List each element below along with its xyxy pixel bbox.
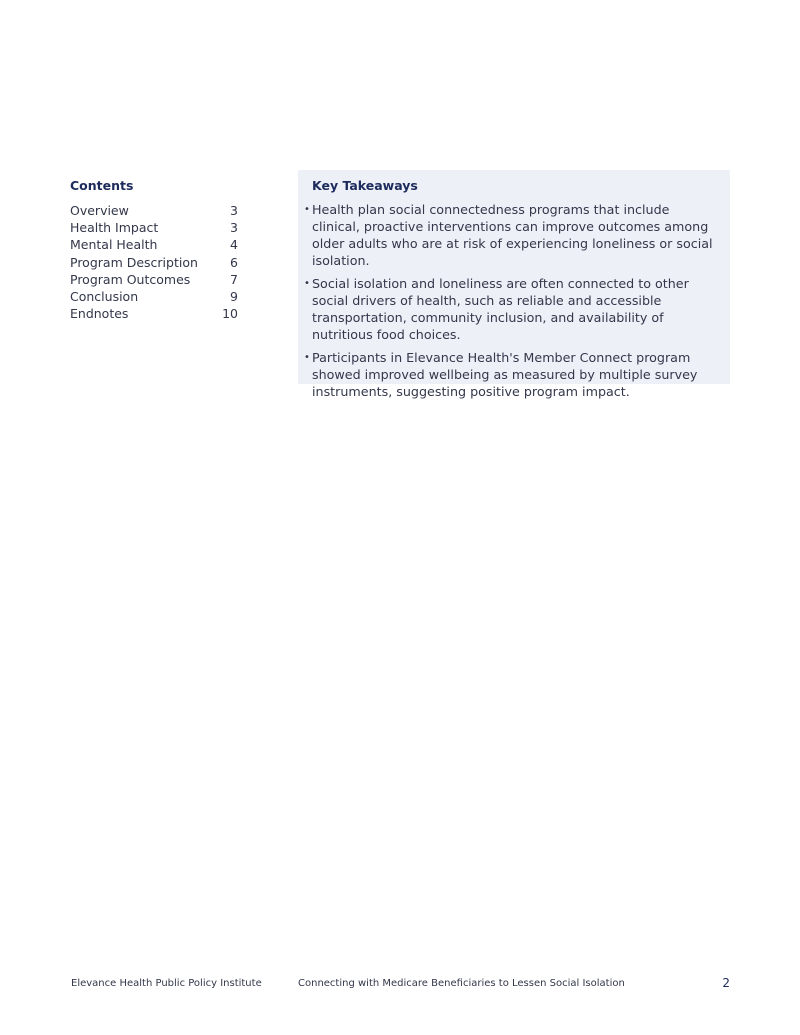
toc-item-mental-health[interactable] — [70, 236, 238, 253]
bullet-icon: • — [304, 278, 310, 289]
footer-organization: Elevance Health Public Policy Institute — [71, 978, 262, 989]
bullet-icon: • — [304, 352, 310, 363]
toc-item-endnotes[interactable] — [70, 305, 238, 322]
toc-item-label: Health Impact — [70, 220, 159, 236]
toc-item-label: Program Description — [70, 254, 198, 270]
toc-item-page: 4 — [230, 237, 238, 253]
page-footer — [0, 976, 800, 992]
takeaway-text: Participants in Elevance Health's Member Connect program showed improved wellbeing as measured by multiple survey instruments, suggesting positive program impact. — [312, 350, 698, 399]
toc-item-page: 3 — [230, 203, 238, 218]
toc-item-page: 7 — [230, 271, 238, 287]
key-takeaways-panel — [298, 170, 730, 399]
table-of-contents — [70, 178, 238, 322]
toc-item-page: 10 — [222, 306, 238, 322]
toc-list — [70, 202, 238, 322]
toc-item-conclusion[interactable] — [70, 288, 238, 305]
toc-item-program-outcomes[interactable] — [70, 271, 238, 288]
takeaway-text: Social isolation and loneliness are often connected to other social drivers of health, such as reliable and accessible transportation, community inclusion, and availability of nutritious food choices. — [312, 276, 689, 342]
takeaway-item — [304, 201, 716, 269]
toc-item-label: Overview — [70, 203, 129, 218]
toc-item-page: 3 — [230, 220, 238, 236]
toc-item-label: Mental Health — [70, 237, 158, 253]
toc-item-page: 6 — [230, 254, 238, 270]
toc-item-label: Program Outcomes — [70, 271, 191, 287]
toc-item-program-description[interactable] — [70, 254, 238, 271]
takeaway-item — [304, 275, 716, 343]
toc-item-overview[interactable] — [70, 202, 238, 219]
toc-item-label: Conclusion — [70, 289, 139, 305]
page-number: 2 — [722, 976, 730, 990]
takeaway-item — [304, 349, 716, 400]
key-takeaways-title: Key Takeaways — [312, 178, 418, 193]
contents-title: Contents — [70, 178, 134, 193]
toc-item-health-impact[interactable] — [70, 219, 238, 236]
takeaways-list — [304, 201, 716, 400]
takeaway-text: Health plan social connectedness programs that include clinical, proactive interventions can improve outcomes among older adults who are at risk of experiencing loneliness or social isolation. — [312, 202, 713, 268]
toc-item-label: Endnotes — [70, 306, 129, 322]
toc-item-page: 9 — [230, 289, 238, 305]
bullet-icon: • — [304, 204, 310, 215]
footer-document-title: Connecting with Medicare Beneficiaries to Lessen Social Isolation — [298, 978, 625, 989]
